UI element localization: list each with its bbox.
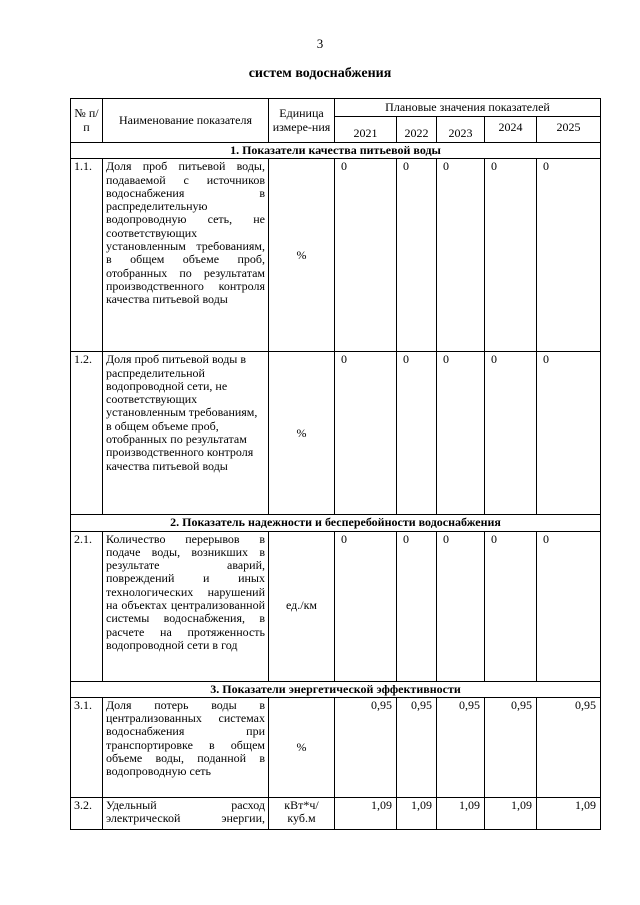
table-row: [71, 797, 601, 829]
value-cell: 0: [437, 159, 485, 352]
value-cell: 0,95: [397, 697, 437, 797]
section-title: 1. Показатели качества питьевой воды: [71, 143, 601, 159]
value-cell: 1,09: [335, 797, 397, 829]
table-row: [71, 159, 601, 352]
value-cell: 0: [397, 352, 437, 515]
row-number: 2.1.: [71, 531, 103, 681]
value-cell: 0,95: [537, 697, 601, 797]
row-number: 3.2.: [71, 797, 103, 829]
header-unit: Единица измере-ния: [269, 99, 335, 143]
section-title: 3. Показатели энергетической эффективности: [71, 681, 601, 697]
indicator-name: Удельный расход электрической энергии,: [103, 797, 269, 829]
value-cell: 0: [335, 159, 397, 352]
unit-cell: %: [269, 697, 335, 797]
value-cell: 0: [335, 352, 397, 515]
value-cell: 0: [437, 352, 485, 515]
value-cell: 0: [485, 531, 537, 681]
row-number: 1.2.: [71, 352, 103, 515]
value-cell: 0: [397, 159, 437, 352]
value-cell: 1,09: [537, 797, 601, 829]
value-cell: 1,09: [485, 797, 537, 829]
table-row: [71, 697, 601, 797]
table-row: [71, 531, 601, 681]
indicator-name: Доля потерь воды в централизованных системах водоснабжения при транспортировке в общем объеме воды, поданной в водопроводную сеть: [103, 697, 269, 797]
value-cell: 0,95: [485, 697, 537, 797]
indicator-name: Доля проб питьевой воды в распределительной водопроводной сети, не соответствующих установленным требованиям, в общем объеме проб, отобранных по результатам производственного контроля качества питьевой воды: [103, 352, 269, 515]
indicator-name: Количество перерывов в подаче воды, возникших в результате аварий, повреждений и иных технологических нарушений на объектах централизованной системы водоснабжения, в расчете на протяженность водопроводной сети в год: [103, 531, 269, 681]
row-number: 3.1.: [71, 697, 103, 797]
value-cell: 0: [537, 531, 601, 681]
value-cell: 0,95: [437, 697, 485, 797]
header-planned: Плановые значения показателей: [335, 99, 601, 117]
value-cell: 0: [537, 159, 601, 352]
section-title: 2. Показатель надежности и бесперебойности водоснабжения: [71, 515, 601, 531]
unit-cell: %: [269, 159, 335, 352]
unit-cell: %: [269, 352, 335, 515]
page-number: 3: [316, 36, 324, 51]
value-cell: 0: [485, 159, 537, 352]
unit-cell: кВт*ч/ куб.м: [269, 797, 335, 829]
value-cell: 1,09: [437, 797, 485, 829]
value-cell: 0: [397, 531, 437, 681]
header-num: № п/п: [71, 99, 103, 143]
header-year: 2024: [485, 117, 537, 143]
value-cell: 0: [537, 352, 601, 515]
value-cell: 0: [437, 531, 485, 681]
header-year: 2022: [397, 117, 437, 143]
row-number: 1.1.: [71, 159, 103, 352]
value-cell: 0: [485, 352, 537, 515]
header-year: 2023: [437, 117, 485, 143]
unit-cell: ед./км: [269, 531, 335, 681]
indicators-table: [70, 98, 601, 830]
value-cell: 0: [335, 531, 397, 681]
value-cell: 0,95: [335, 697, 397, 797]
indicator-name: Доля проб питьевой воды, подаваемой с источников водоснабжения в распределительную водопроводную сеть, не соответствующих установленным требованиям, в общем объеме проб, отобранных по результатам производственного контроля качества питьевой воды: [103, 159, 269, 352]
value-cell: 1,09: [397, 797, 437, 829]
header-name: Наименование показателя: [103, 99, 269, 143]
header-year: 2025: [537, 117, 601, 143]
header-year: 2021: [335, 117, 397, 143]
table-row: [71, 352, 601, 515]
page-heading: систем водоснабжения: [248, 66, 392, 81]
